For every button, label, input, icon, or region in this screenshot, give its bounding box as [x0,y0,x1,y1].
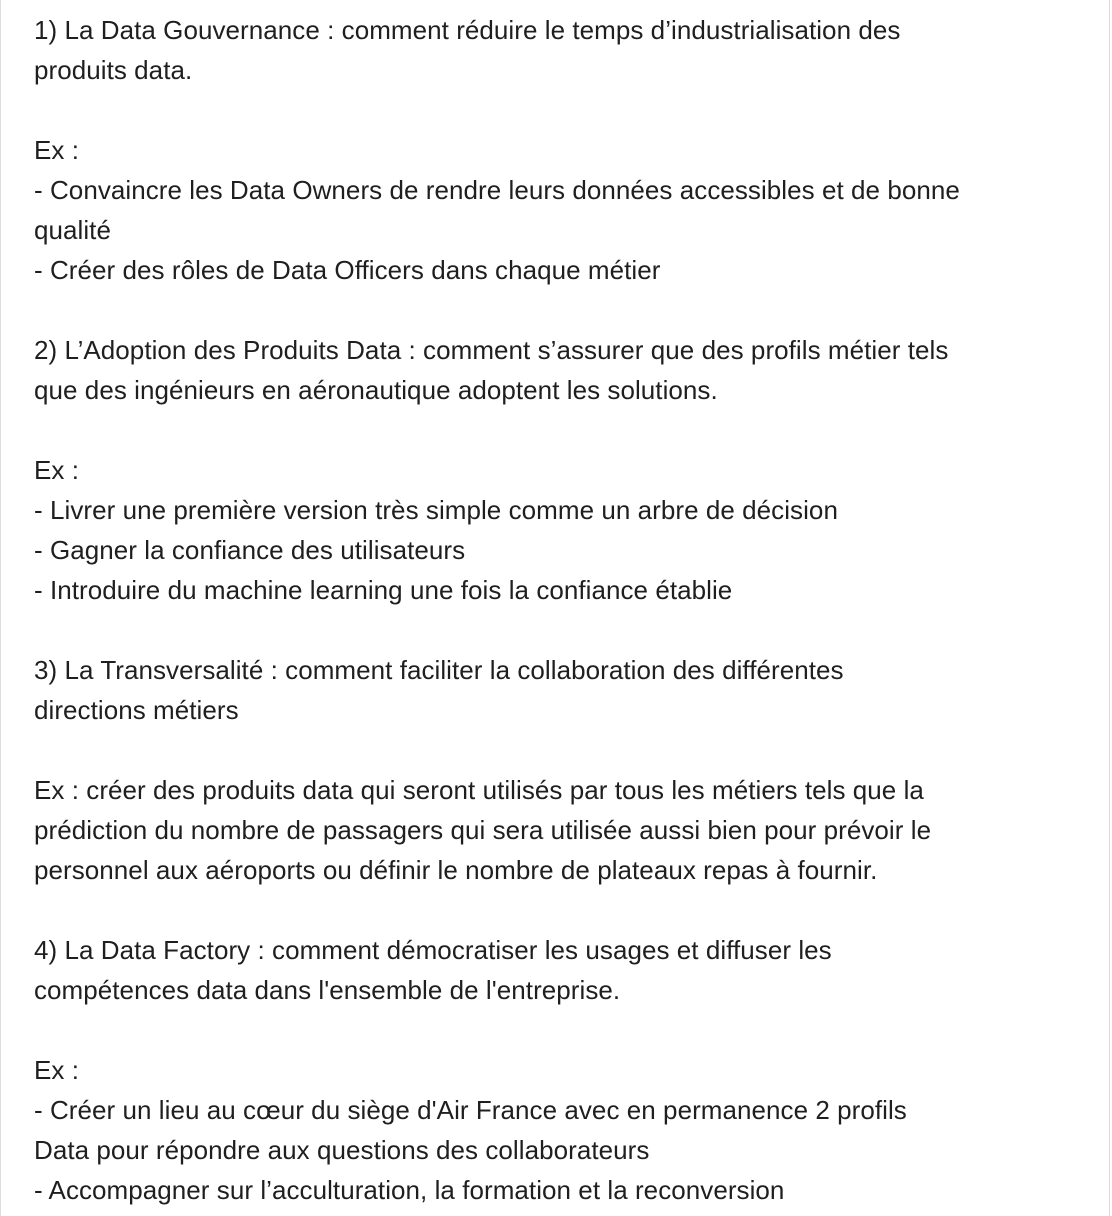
text-line: Ex : [34,135,79,165]
text-line: prédiction du nombre de passagers qui sera utilisée aussi bien pour prévoir le [34,815,932,845]
text-line: - Convaincre les Data Owners de rendre leurs données accessibles et de bonne [34,175,960,205]
blank-line [34,90,1094,130]
text-line: 2) L’Adoption des Produits Data : comment s’assurer que des profils métier tels [34,335,949,365]
text-line: compétences data dans l'ensemble de l'entreprise. [34,975,621,1005]
text-line: Ex : [34,455,79,485]
text-line: - Livrer une première version très simple comme un arbre de décision [34,495,838,525]
text-line: - Introduire du machine learning une fois la confiance établie [34,575,733,605]
blank-line [34,1010,1094,1050]
post-body [34,10,1094,1210]
text-line: 1) La Data Gouvernance : comment réduire le temps d’industrialisation des [34,15,901,45]
blank-line [34,410,1094,450]
text-line: 3) La Transversalité : comment faciliter la collaboration des différentes [34,655,844,685]
text-line: Ex : créer des produits data qui seront utilisés par tous les métiers tels que la [34,775,924,805]
text-line: personnel aux aéroports ou définir le nombre de plateaux repas à fournir. [34,855,878,885]
text-line: Data pour répondre aux questions des collaborateurs [34,1135,650,1165]
blank-line [34,890,1094,930]
text-line: qualité [34,215,111,245]
text-line: directions métiers [34,695,239,725]
text-line: - Créer un lieu au cœur du siège d'Air France avec en permanence 2 profils [34,1095,907,1125]
text-line: - Créer des rôles de Data Officers dans chaque métier [34,255,661,285]
text-line: que des ingénieurs en aéronautique adoptent les solutions. [34,375,718,405]
text-line: - Gagner la confiance des utilisateurs [34,535,466,565]
blank-line [34,290,1094,330]
blank-line [34,730,1094,770]
text-line: 4) La Data Factory : comment démocratiser les usages et diffuser les [34,935,832,965]
text-line: produits data. [34,55,193,85]
text-line: Ex : [34,1055,79,1085]
blank-line [34,610,1094,650]
text-line: - Accompagner sur l’acculturation, la formation et la reconversion [34,1175,785,1205]
